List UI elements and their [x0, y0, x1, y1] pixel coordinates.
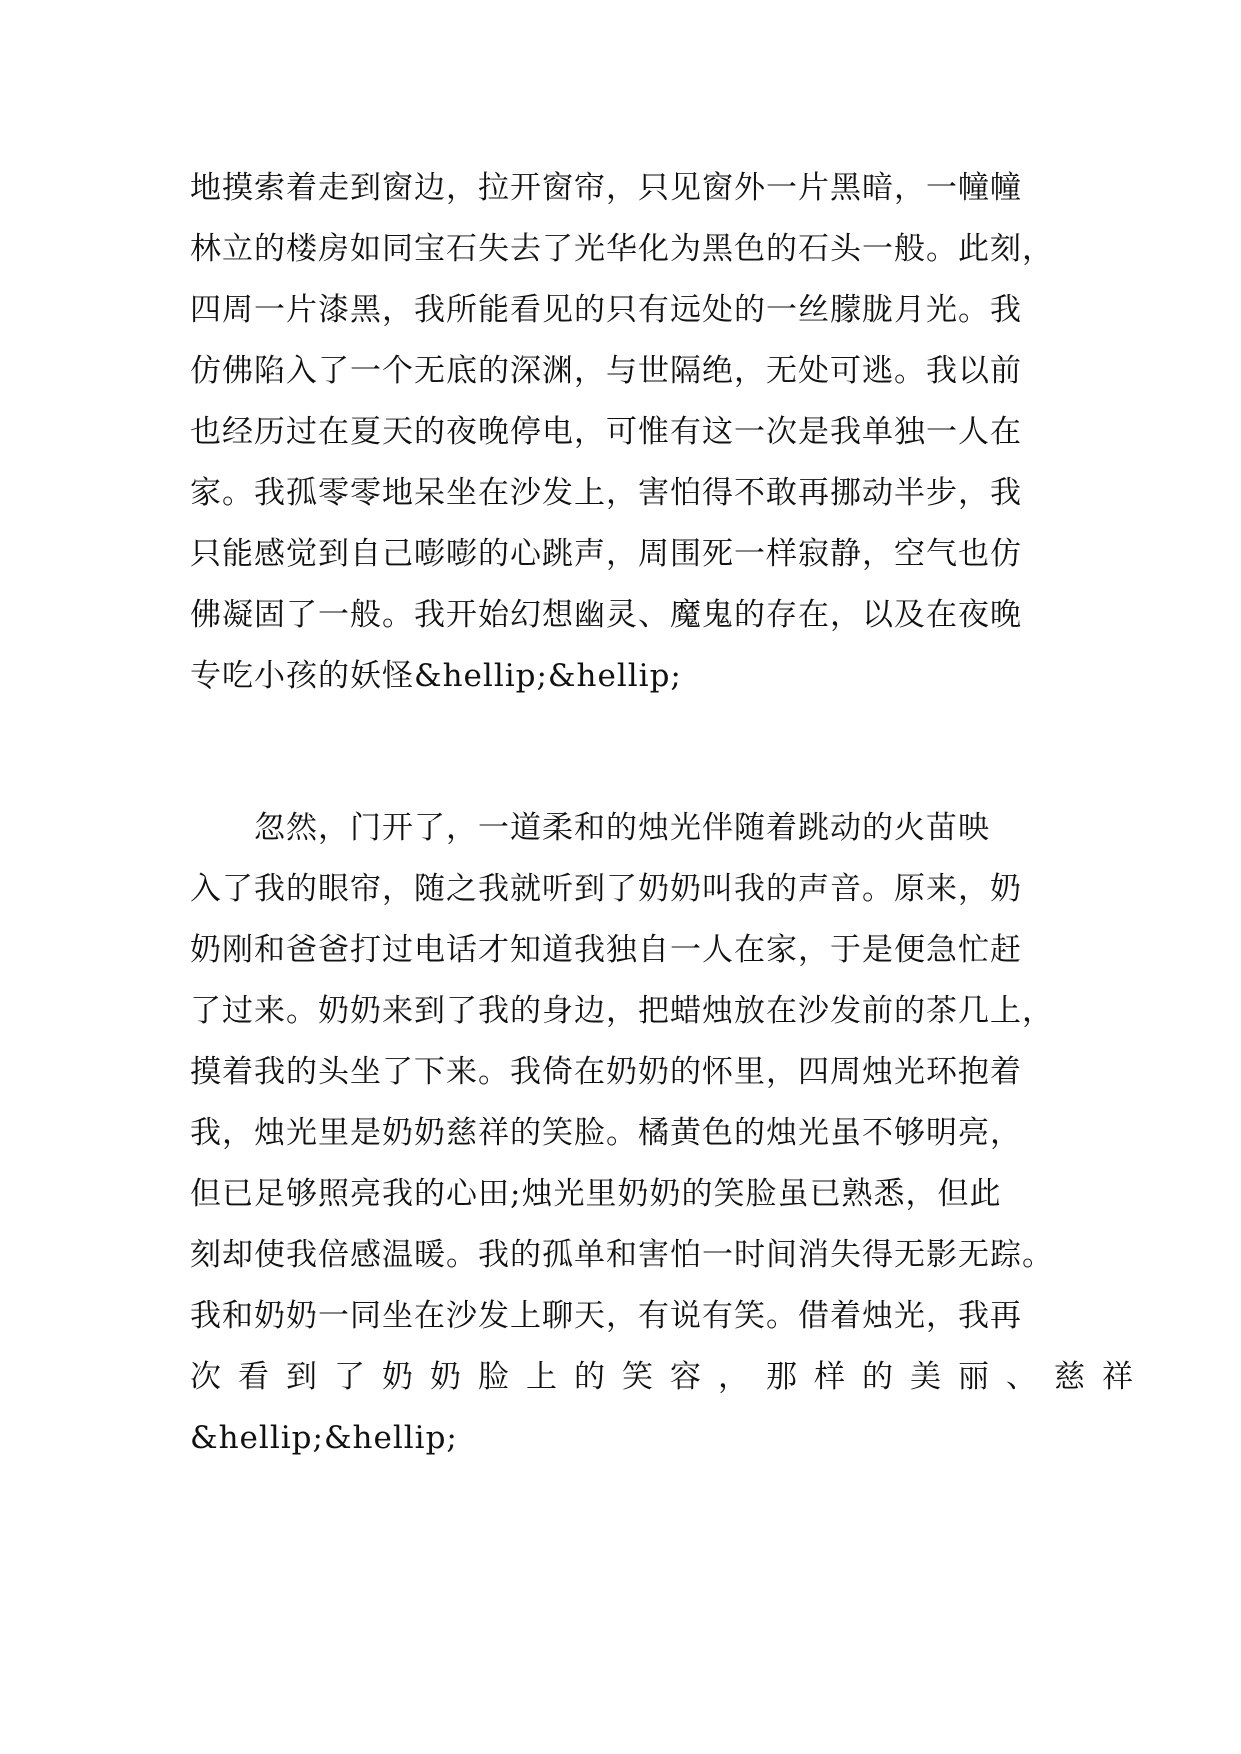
- text-line: 我和奶奶一同坐在沙发上聊天，有说有笑。借着烛光，我再: [190, 1298, 1022, 1334]
- text-line: 只能感觉到自己嘭嘭的心跳声，周围死一样寂静，空气也仿: [190, 536, 1022, 572]
- text-line: 佛凝固了一般。我开始幻想幽灵、魔鬼的存在，以及在夜晚: [190, 597, 1022, 633]
- text-line: 家。我孤零零地呆坐在沙发上，害怕得不敢再挪动半步，我: [190, 475, 1022, 511]
- text-line: 忽然，门开了，一道柔和的烛光伴随着跳动的火苗映: [190, 810, 990, 846]
- text-line: 四周一片漆黑，我所能看见的只有远处的一丝朦胧月光。我: [190, 292, 1022, 328]
- text-line: 仿佛陷入了一个无底的深渊，与世隔绝，无处可逃。我以前: [190, 353, 1022, 389]
- text-line: 专吃小孩的妖怪&hellip;&hellip;: [190, 658, 682, 694]
- text-line: 了过来。奶奶来到了我的身边，把蜡烛放在沙发前的茶几上，: [190, 993, 1054, 1029]
- text-line: 入了我的眼帘，随之我就听到了奶奶叫我的声音。原来，奶: [190, 871, 1022, 907]
- paragraph-2: [190, 798, 1150, 1469]
- text-line: 我，烛光里是奶奶慈祥的笑脸。橘黄色的烛光虽不够明亮，: [190, 1115, 1022, 1151]
- text-line: 摸着我的头坐了下来。我倚在奶奶的怀里，四周烛光环抱着: [190, 1054, 1022, 1090]
- text-line: 奶刚和爸爸打过电话才知道我独自一人在家，于是便急忙赶: [190, 932, 1022, 968]
- text-line: 地摸索着走到窗边，拉开窗帘，只见窗外一片黑暗，一幢幢: [190, 170, 1022, 206]
- text-line: 也经历过在夏天的夜晚停电，可惟有这一次是我单独一人在: [190, 414, 1022, 450]
- text-line: 刻却使我倍感温暖。我的孤单和害怕一时间消失得无影无踪。: [190, 1237, 1054, 1273]
- text-line: 次看到了奶奶脸上的笑容，那样的美丽、慈祥: [190, 1359, 1150, 1395]
- text-line: 林立的楼房如同宝石失去了光华化为黑色的石头一般。此刻，: [190, 231, 1054, 267]
- text-line: 但已足够照亮我的心田;烛光里奶奶的笑脸虽已熟悉，但此: [190, 1176, 1002, 1212]
- paragraph-1: [190, 158, 1070, 707]
- text-line: &hellip;&hellip;: [190, 1420, 458, 1456]
